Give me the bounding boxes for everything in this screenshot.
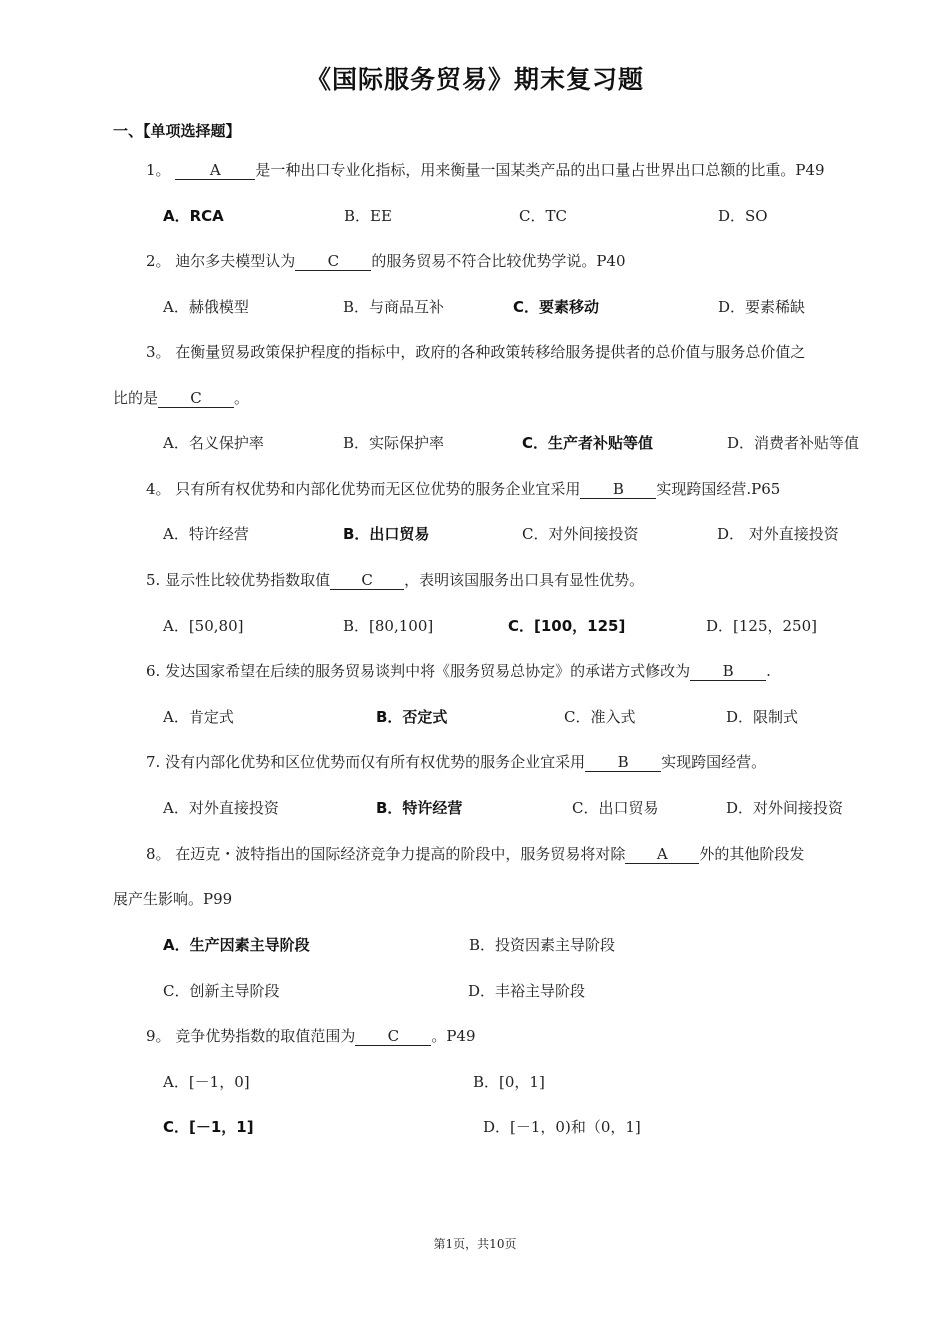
question-6 <box>146 660 771 681</box>
option-a: A．对外直接投资 <box>163 799 279 817</box>
option-c: C．对外间接投资 <box>522 525 639 543</box>
question-4 <box>146 478 780 499</box>
option-c: C．[100，125] <box>508 617 626 635</box>
option-b: B．实际保护率 <box>343 434 445 452</box>
question-3-continued <box>113 387 249 408</box>
page-title: 《国际服务贸易》期末复习题 <box>305 65 644 94</box>
option-a: A．[－1，0] <box>163 1073 250 1091</box>
question-text: 6. 发达国家希望在后续的服务贸易谈判中将《服务贸易总协定》的承诺方式修改为 <box>146 662 691 680</box>
question-text: 是一种出口专业化指标，用来衡量一国某类产品的出口量占世界出口总额的比重。P49 <box>255 161 825 179</box>
option-d: D．SO <box>718 207 768 225</box>
option-c: C．生产者补贴等值 <box>522 434 654 452</box>
answer-blank: C <box>158 390 234 408</box>
option-b: B．与商品互补 <box>343 298 445 316</box>
question-text: 的服务贸易不符合比较优势学说。P40 <box>371 252 626 270</box>
option-a: A．名义保护率 <box>163 434 264 452</box>
question-5 <box>146 569 644 590</box>
question-text: 7. 没有内部化优势和区位优势而仅有所有权优势的服务企业宜采用 <box>146 753 586 771</box>
option-b: B．[80,100] <box>343 617 434 635</box>
option-d: D．[125，250] <box>706 617 817 635</box>
answer-blank: C <box>295 253 371 271</box>
option-d: D．要素稀缺 <box>718 298 806 316</box>
answer-blank: B <box>580 481 656 499</box>
question-text: 。P49 <box>431 1027 476 1045</box>
question-text: 3。 在衡量贸易政策保护程度的指标中，政府的各种政策转移给服务提供者的总价值与服务总价值之 <box>146 343 806 361</box>
question-8-continued: 展产生影响。P99 <box>113 890 233 908</box>
option-c: C．准入式 <box>564 708 636 726</box>
option-c: C．[－1，1] <box>163 1118 254 1136</box>
option-a: A．[50,80] <box>163 617 244 635</box>
option-c: C．出口贸易 <box>572 799 659 817</box>
section-heading: 一、【单项选择题】 <box>113 122 241 140</box>
question-text: 。 <box>234 389 250 407</box>
option-b: B．特许经营 <box>376 799 463 817</box>
question-1 <box>146 159 825 180</box>
question-text: 4。 只有所有权优势和内部化优势而无区位优势的服务企业宜采用 <box>146 480 581 498</box>
option-c: C．要素移动 <box>513 298 600 316</box>
question-8 <box>146 843 804 864</box>
question-text: 2。 迪尔多夫模型认为 <box>146 252 296 270</box>
option-d: D． 对外直接投资 <box>717 525 839 543</box>
option-d: D．限制式 <box>726 708 799 726</box>
question-text: 实现跨国经营。 <box>661 753 767 771</box>
option-a: A．赫俄模型 <box>163 298 249 316</box>
question-text: 1。 <box>146 161 176 179</box>
answer-blank: C <box>330 572 404 590</box>
option-b: B．[0，1] <box>473 1073 545 1091</box>
option-d: D．[－1，0)和（0，1] <box>483 1118 641 1136</box>
question-text: 实现跨国经营.P65 <box>656 480 781 498</box>
option-b: B．出口贸易 <box>343 525 430 543</box>
question-text: . <box>766 662 771 680</box>
option-a: A．肯定式 <box>163 708 234 726</box>
question-text: 9。 竞争优势指数的取值范围为 <box>146 1027 356 1045</box>
question-text: ，表明该国服务出口具有显性优势。 <box>404 571 645 589</box>
option-d: D．对外间接投资 <box>726 799 844 817</box>
question-9 <box>146 1025 476 1046</box>
option-a: A．生产因素主导阶段 <box>163 936 310 954</box>
question-text: 比的是 <box>113 389 159 407</box>
answer-blank: B <box>585 754 661 772</box>
option-b: B．否定式 <box>376 708 448 726</box>
option-d: D．丰裕主导阶段 <box>468 982 586 1000</box>
option-c: C．创新主导阶段 <box>163 982 280 1000</box>
question-text: 8。 在迈克・波特指出的国际经济竞争力提高的阶段中，服务贸易将对除 <box>146 845 626 863</box>
question-3 <box>146 341 805 362</box>
option-a: A．RCA <box>163 207 224 225</box>
option-b: B．投资因素主导阶段 <box>469 936 616 954</box>
question-2 <box>146 250 626 271</box>
answer-blank: B <box>690 663 766 681</box>
page-footer: 第1页，共10页 <box>433 1237 517 1251</box>
question-7 <box>146 751 766 772</box>
answer-blank: C <box>355 1028 431 1046</box>
option-d: D．消费者补贴等值 <box>727 434 860 452</box>
option-a: A．特许经营 <box>163 525 249 543</box>
question-text: 外的其他阶段发 <box>699 845 805 863</box>
answer-blank: A <box>175 162 255 180</box>
question-text: 5. 显示性比较优势指数取值 <box>146 571 331 589</box>
option-b: B．EE <box>344 207 392 225</box>
option-c: C．TC <box>519 207 567 225</box>
answer-blank: A <box>625 846 699 864</box>
